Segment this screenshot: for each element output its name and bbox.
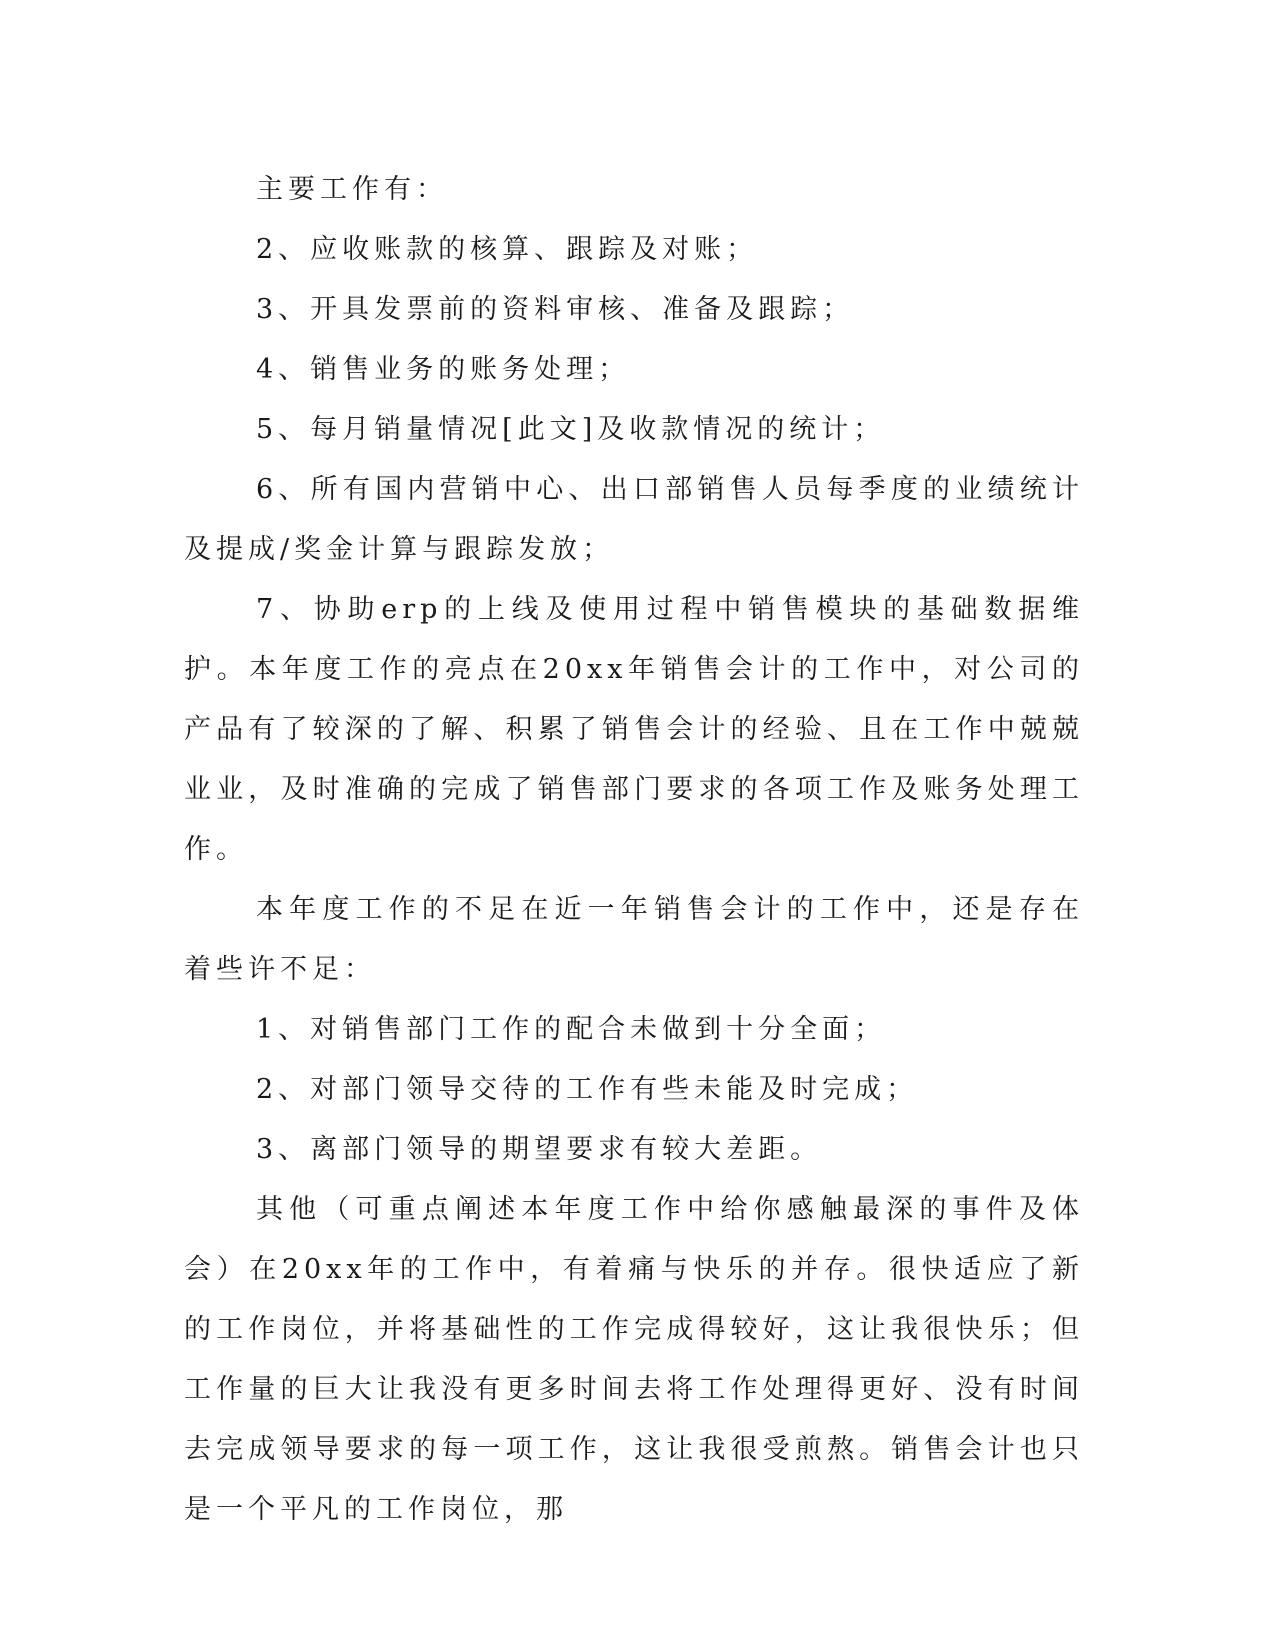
paragraph-shortcoming-1: 1、对销售部门工作的配合未做到十分全面；: [256, 1014, 887, 1045]
paragraph-other: 其他（可重点阐述本年度工作中给你感触最深的事件及体会）在20xx年的工作中，有着痛与快乐的并存。很快适应了新的工作岗位，并将基础性的工作完成得较好，这让我很快乐；但工作量的巨大让我没有更多时间去将工作处理得更好、没有时间去完成领导要求的每一项工作，这让我很受煎熬。销售会计也只是一个平凡的工作岗位，那: [184, 1194, 1084, 1525]
paragraph-shortcomings-intro: 本年度工作的不足在近一年销售会计的工作中，还是存在着些许不足：: [184, 894, 1084, 985]
paragraph-shortcoming-3: 3、离部门领导的期望要求有较大差距。: [256, 1134, 823, 1165]
paragraph-item-5: 5、每月销量情况[此文]及收款情况的统计；: [256, 414, 886, 445]
paragraph-item-3: 3、开具发票前的资料审核、准备及跟踪；: [256, 294, 855, 325]
paragraph-item-2: 2、应收账款的核算、跟踪及对账；: [256, 234, 759, 265]
paragraph-item-4: 4、销售业务的账务处理；: [256, 354, 631, 385]
paragraph-shortcoming-2: 2、对部门领导交待的工作有些未能及时完成；: [256, 1074, 919, 1105]
document-body: [184, 160, 1084, 1540]
paragraph-item-7: 7、协助erp的上线及使用过程中销售模块的基础数据维护。本年度工作的亮点在20xx年销售会计的工作中，对公司的产品有了较深的了解、积累了销售会计的经验、且在工作中兢兢业业，及时准确的完成了销售部门要求的各项工作及账务处理工作。: [184, 594, 1084, 865]
paragraph-main-work-heading: 主要工作有：: [256, 174, 448, 205]
paragraph-item-6: 6、所有国内营销中心、出口部销售人员每季度的业绩统计及提成/奖金计算与跟踪发放；: [184, 474, 1084, 565]
